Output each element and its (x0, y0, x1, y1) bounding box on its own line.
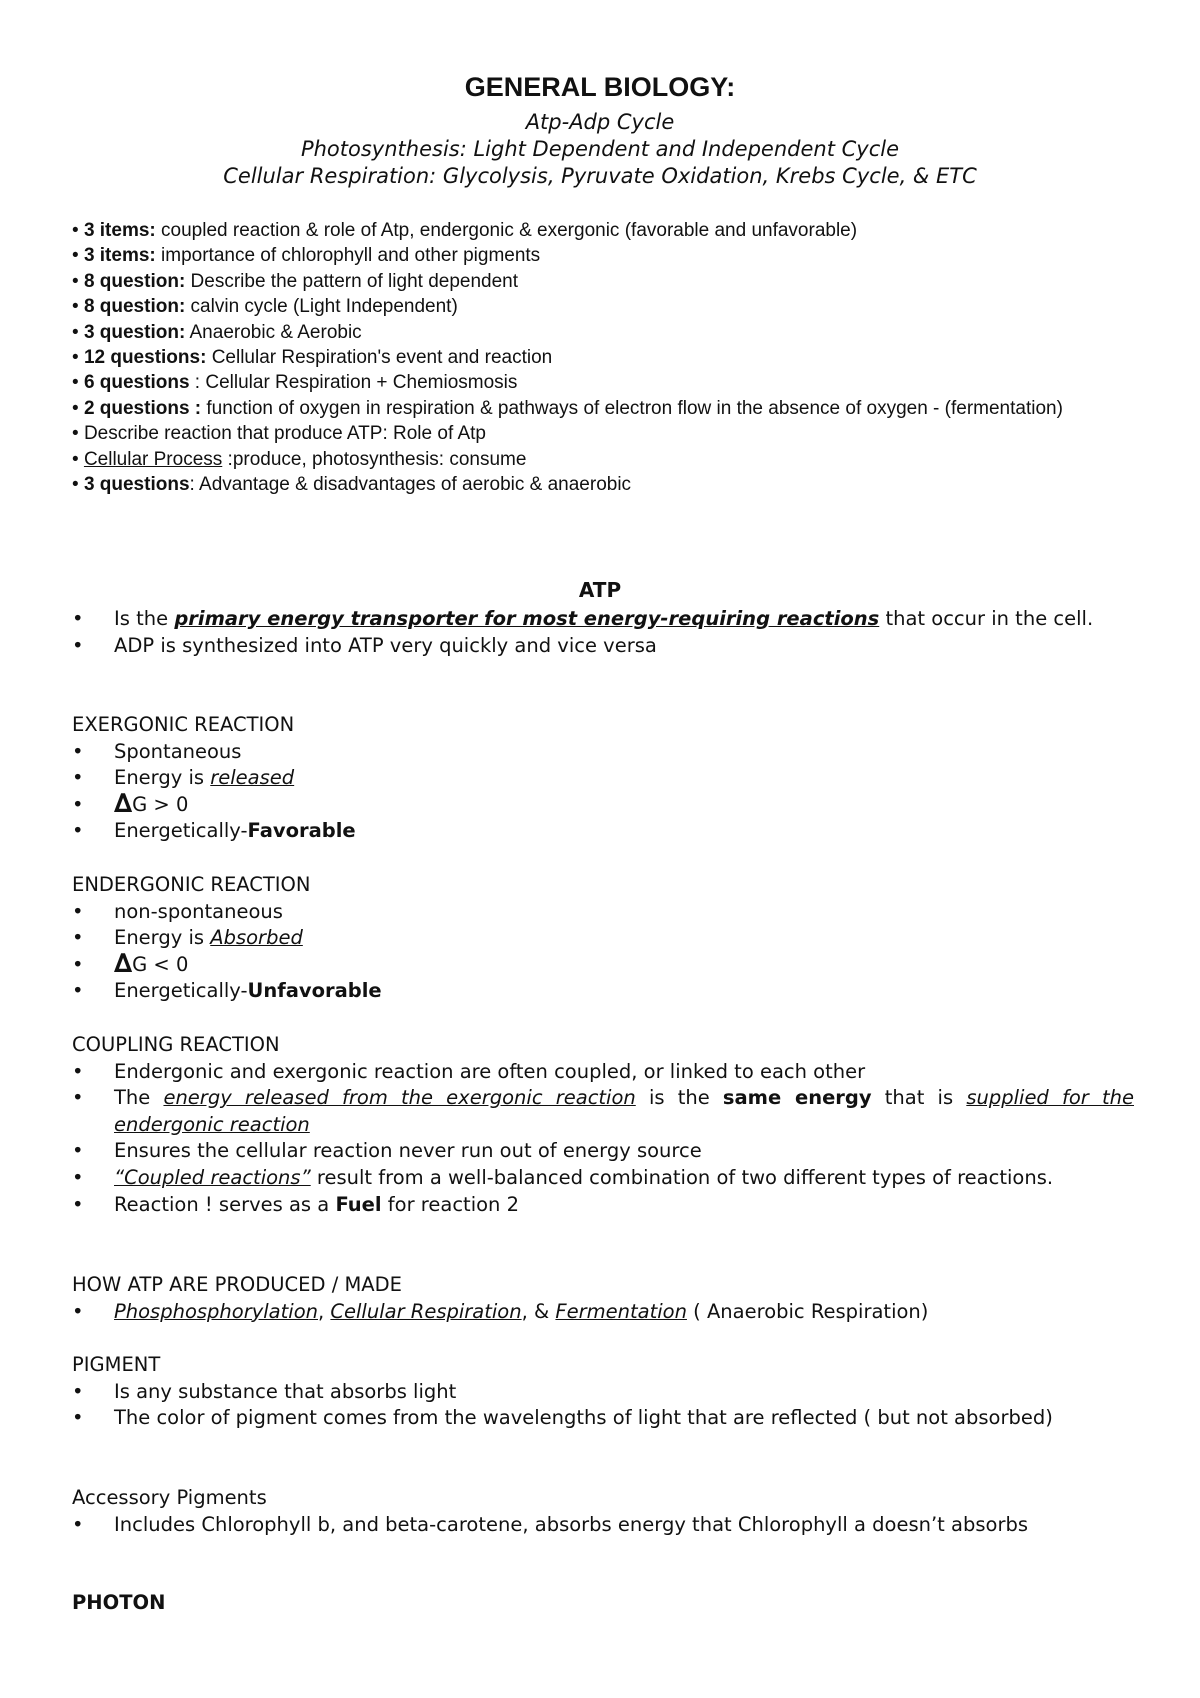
accessory-section (72, 1485, 1134, 1538)
list-item: • Spontaneous (72, 739, 1134, 766)
atp-production-heading: HOW ATP ARE PRODUCED / MADE (72, 1273, 402, 1296)
outline-item: • 3 items: importance of chlorophyll and other pigments (72, 245, 541, 267)
endergonic-heading: ENDERGONIC REACTION (72, 873, 311, 896)
atp-production-section (72, 1272, 1134, 1325)
outline-item: • Describe reaction that produce ATP: Role of Atp (72, 423, 486, 445)
endergonic-section (72, 872, 1134, 1005)
list-item: • Reaction ! serves as a Fuel for reaction 2 (72, 1192, 1134, 1219)
accessory-heading: Accessory Pigments (72, 1486, 267, 1509)
exergonic-heading: EXERGONIC REACTION (72, 713, 295, 736)
list-item: • Phosphosphorylation, Cellular Respiration, & Fermentation ( Anaerobic Respiration) (72, 1299, 1134, 1326)
outline-item: • 8 question: Describe the pattern of light dependent (72, 270, 519, 292)
list-item: • Energy is Absorbed (72, 925, 1134, 952)
list-item: • ∆G < 0 (72, 952, 1134, 979)
coupling-section (72, 1032, 1134, 1218)
outline-item: • 8 question: calvin cycle (Light Independent) (72, 296, 458, 318)
photon-heading: PHOTON (72, 1591, 166, 1614)
list-item: • Is the primary energy transporter for most energy-requiring reactions that occur in the cell. (72, 606, 1134, 633)
list-item: • Is any substance that absorbs light (72, 1379, 1134, 1406)
pigment-heading: PIGMENT (72, 1353, 161, 1376)
outline-item: • 3 items: coupled reaction & role of Atp, endergonic & exergonic (favorable and unfavorable) (72, 220, 858, 241)
subtitle-photosynthesis: Photosynthesis: Light Dependent and Independent Cycle (300, 137, 900, 161)
list-item: • non-spontaneous (72, 899, 1134, 926)
subtitle-cellular-respiration: Cellular Respiration: Glycolysis, Pyruvate Oxidation, Krebs Cycle, & ETC (223, 164, 977, 188)
list-item: • Ensures the cellular reaction never run out of energy source (72, 1138, 1134, 1165)
coupling-heading: COUPLING REACTION (72, 1033, 280, 1056)
list-item: • Energy is released (72, 765, 1134, 792)
list-item: • ∆G > 0 (72, 792, 1134, 819)
list-item: • “Coupled reactions” result from a well-balanced combination of two different types of reactions. (72, 1165, 1134, 1192)
outline-item: • 12 questions: Cellular Respiration's event and reaction (72, 347, 553, 369)
atp-section (72, 606, 1134, 659)
list-item: • Endergonic and exergonic reaction are often coupled, or linked to each other (72, 1059, 1134, 1086)
delta-icon: ∆ (114, 788, 133, 819)
list-item: • ADP is synthesized into ATP very quickly and vice versa (72, 633, 1134, 660)
atp-heading: ATP (578, 578, 622, 602)
exam-outline (72, 218, 1134, 497)
photon-section (72, 1590, 1134, 1617)
exergonic-section (72, 712, 1134, 845)
outline-item: • 3 questions: Advantage & disadvantages of aerobic & anaerobic (72, 474, 632, 496)
list-item: • Energetically-Unfavorable (72, 978, 1134, 1005)
outline-item: • 6 questions : Cellular Respiration + Chemiosmosis (72, 372, 518, 394)
list-item: • Energetically-Favorable (72, 818, 1134, 845)
list-item: • The color of pigment comes from the wavelengths of light that are reflected ( but not absorbed) (72, 1405, 1134, 1432)
subtitle-atp-adp: Atp-Adp Cycle (525, 110, 675, 134)
list-item: • The energy released from the exergonic reaction is the same energy that is supplied for the endergonic reaction (72, 1085, 1134, 1138)
outline-item: • Cellular Process :produce, photosynthesis: consume (72, 448, 527, 470)
document-title: GENERAL BIOLOGY: (464, 72, 736, 102)
delta-icon: ∆ (114, 948, 133, 979)
outline-item: • 2 questions : function of oxygen in respiration & pathways of electron flow in the absence of oxygen - (fermentation) (72, 397, 1063, 419)
outline-item: • 3 question: Anaerobic & Aerobic (72, 321, 362, 343)
pigment-section (72, 1352, 1134, 1432)
list-item: • Includes Chlorophyll b, and beta-carotene, absorbs energy that Chlorophyll a doesn’t absorbs (72, 1512, 1134, 1539)
